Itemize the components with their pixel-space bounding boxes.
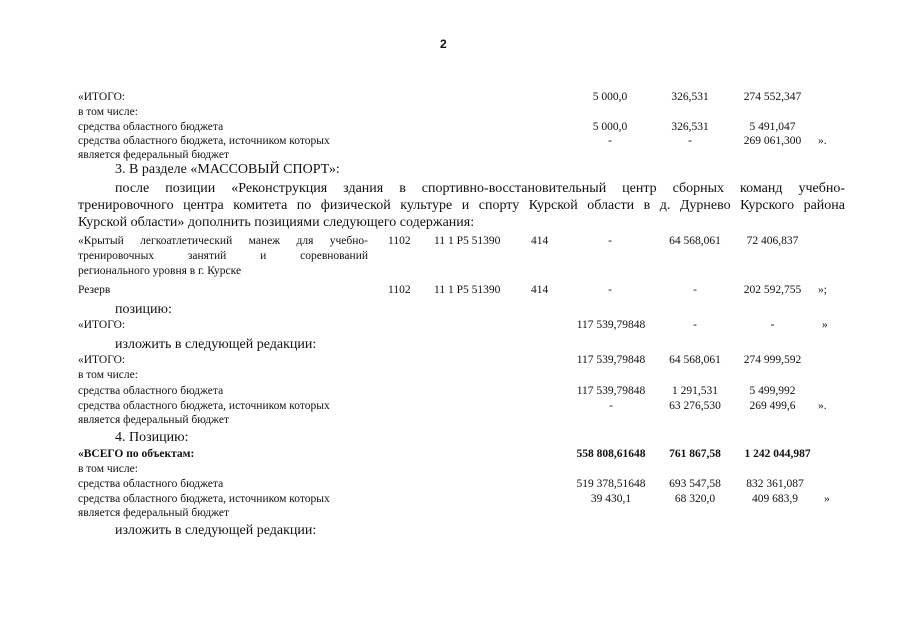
new-regional-budget-value-2: 1 291,531 [672,385,718,397]
closing-quote: ». [818,135,827,147]
new-regional-budget-label: средства областного бюджета [78,385,224,397]
row1-value-1: - [608,235,612,247]
new-itogo-label: «ИТОГО: [78,354,126,366]
new-federal-source-label-line1: средства областного бюджета, источником которых [78,400,330,412]
old-itogo-value-2: - [693,319,697,331]
section-3-paragraph-line2: тренировочного центра комитета по физической культуре и спорту Курской области в д. Дурнево Курского района [78,198,845,213]
section-4-including-label: в том числе: [78,463,138,475]
row2-expense-type: 414 [531,284,549,296]
regional-budget-value-1: 5 000,0 [592,121,628,133]
row1-section-code: 1102 [388,235,411,247]
itogo-value-3: 274 552,347 [743,91,802,103]
new-itogo-value-3: 274 999,592 [743,354,802,366]
new-regional-budget-value-1: 117 539,79848 [576,385,646,397]
regional-budget-value-3: 5 491,047 [749,121,796,133]
section-4-federal-source-value-2: 68 320,0 [674,493,716,505]
section-4-new-edition-label: изложить в следующей редакции: [115,523,317,538]
section-4-regional-budget-value-2: 693 547,58 [669,478,721,490]
new-including-label: в том числе: [78,369,138,381]
federal-source-value-3: 269 061,300 [743,135,802,147]
section-4-closing-quote: » [824,493,830,505]
section-4-federal-source-value-1: 39 430,1 [590,493,632,505]
new-federal-source-label-line2: является федеральный бюджет [78,414,229,426]
section-4-regional-budget-value-3: 832 361,087 [746,478,804,490]
itogo-value-2: 326,531 [671,91,709,103]
old-itogo-value-3: - [770,319,775,331]
federal-source-label-line1: средства областного бюджета, источником которых [78,135,330,147]
old-itogo-closing-quote: » [822,319,828,331]
row1-label-line2: тренировочных занятий и соревнований [78,250,368,262]
new-federal-source-value-3: 269 499,6 [749,400,796,412]
section-4-regional-budget-label: средства областного бюджета [78,478,224,490]
new-federal-source-value-2: 63 276,530 [669,400,721,412]
itogo-value-1: 5 000,0 [592,91,628,103]
row2-value-1: - [608,284,612,296]
federal-source-label-line2: является федеральный бюджет [78,149,229,161]
row2-label: Резерв [78,284,111,296]
including-label: в том числе: [78,106,138,118]
total-objects-value-2: 761 867,58 [669,448,721,460]
page-number: 2 [440,37,447,51]
section-4-heading: 4. Позицию: [115,430,189,445]
itogo-label: «ИТОГО: [78,91,126,103]
total-objects-label: «ВСЕГО по объектам: [78,448,195,460]
total-objects-value-3: 1 242 044,987 [744,448,811,460]
new-federal-closing-quote: ». [818,400,827,412]
federal-source-value-1: - [608,135,612,147]
row1-label-line1: «Крытый легкоатлетический манеж для учебно- [78,235,368,247]
row2-section-code: 1102 [388,284,411,296]
total-objects-value-1: 558 808,61648 [576,448,646,460]
row2-closing-quote: »; [818,284,827,296]
section-4-federal-source-label-line2: является федеральный бюджет [78,507,229,519]
new-itogo-value-1: 117 539,79848 [576,354,646,366]
new-itogo-value-2: 64 568,061 [669,354,721,366]
federal-source-value-2: - [688,135,692,147]
row1-expense-type: 414 [531,235,549,247]
new-regional-budget-value-3: 5 499,992 [749,385,796,397]
row2-value-3: 202 592,755 [743,284,802,296]
old-itogo-value-1: 117 539,79848 [576,319,646,331]
regional-budget-value-2: 326,531 [671,121,709,133]
row1-value-2: 64 568,061 [669,235,721,247]
section-4-federal-source-value-3: 409 683,9 [752,493,798,505]
row1-target-article: 11 1 P5 51390 [434,235,501,247]
section-3-paragraph-line1: после позиции «Реконструкция здания в спортивно-восстановительный центр сборных команд учебно- [115,181,845,196]
position-label: позицию: [115,302,172,317]
old-itogo-label: «ИТОГО: [78,319,126,331]
section-4-federal-source-label-line1: средства областного бюджета, источником которых [78,493,330,505]
section-3-paragraph-line3: Курской области» дополнить позициями следующего содержания: [78,215,475,230]
row1-value-3: 72 406,837 [746,235,799,247]
section-3-heading: 3. В разделе «МАССОВЫЙ СПОРТ»: [115,162,340,177]
row1-label-line3: регионального уровня в г. Курске [78,265,242,277]
section-4-regional-budget-value-1: 519 378,51648 [576,478,646,490]
new-federal-source-value-1: - [609,400,613,412]
row2-target-article: 11 1 P5 51390 [434,284,501,296]
regional-budget-label: средства областного бюджета [78,121,224,133]
new-edition-label: изложить в следующей редакции: [115,337,317,352]
row2-value-2: - [693,284,697,296]
